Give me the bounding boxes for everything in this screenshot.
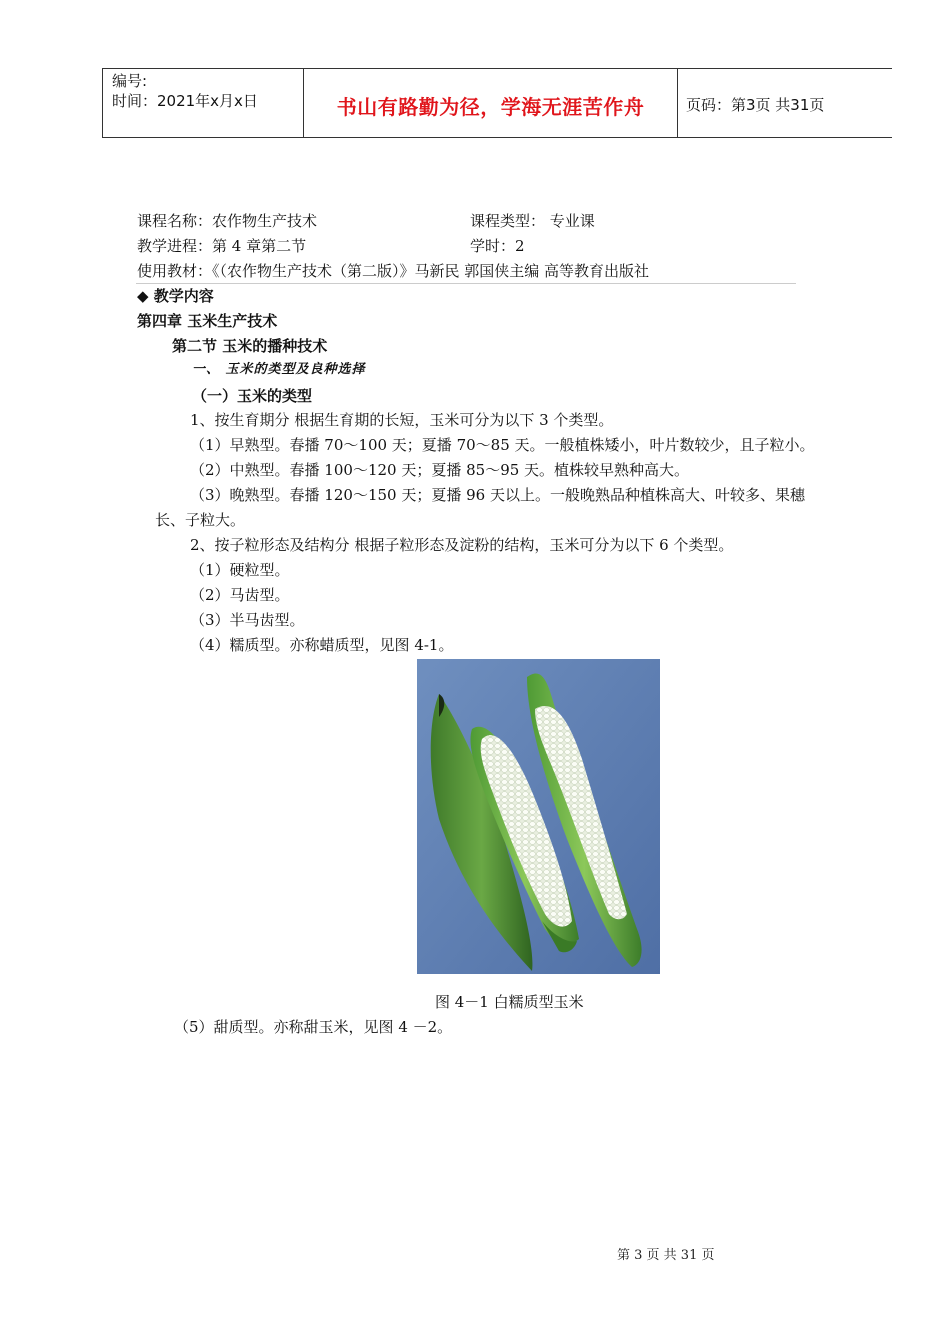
corn-photo <box>417 659 660 974</box>
paragraph: （3）半马齿型。 <box>190 611 305 629</box>
paragraph: （2）中熟型。春播 100～120 天；夏播 85～95 天。植株较早熟种高大。 <box>190 461 690 479</box>
chapter-heading: 第四章 玉米生产技术 <box>137 312 278 330</box>
sub-heading: （一）玉米的类型 <box>192 387 313 405</box>
paragraph: （4）糯质型。亦称蜡质型，见图 4-1。 <box>190 636 454 654</box>
course-progress: 教学进程：第 4 章第二节 <box>137 237 307 255</box>
subsection-heading: 第二节 玉米的播种技术 <box>172 337 328 355</box>
paragraph: （2）马齿型。 <box>190 586 290 604</box>
content-heading: ◆ 教学内容 <box>137 287 214 305</box>
page-footer: 第 3 页 共 31 页 <box>617 1248 715 1263</box>
header-page-info: 页码：第3页 共31页 <box>686 96 825 114</box>
course-type: 课程类型： 专业课 <box>470 212 595 230</box>
paragraph: （5）甜质型。亦称甜玉米，见图 4 －2。 <box>174 1018 453 1036</box>
id-label: 编号: <box>112 72 148 90</box>
paragraph: 2、按子粒形态及结构分 根据子粒形态及淀粉的结构，玉米可分为以下 6 个类型。 <box>190 536 734 554</box>
course-name: 课程名称：农作物生产技术 <box>137 212 318 230</box>
header-meta <box>112 71 258 111</box>
part-heading: 一、 玉米的类型及良种选择 <box>192 362 366 377</box>
paragraph: （1）早熟型。春播 70～100 天；夏播 70～85 天。一般植株矮小，叶片数较少，且子粒小。 <box>190 436 815 454</box>
header-divider <box>677 69 678 137</box>
paragraph: （3）晚熟型。春播 120～150 天；夏播 96 天以上。一般晚熟品种植株高大、叶较多、果穗 <box>190 486 805 504</box>
page-header <box>102 68 892 138</box>
course-hours: 学时：2 <box>470 237 525 255</box>
figure-caption: 图 4－1 白糯质型玉米 <box>435 993 584 1011</box>
header-motto: 书山有路勤为径，学海无涯苦作舟 <box>336 95 645 119</box>
paragraph: 1、按生育期分 根据生育期的长短，玉米可分为以下 3 个类型。 <box>190 411 614 429</box>
paragraph: 长、子粒大。 <box>155 511 246 529</box>
time-label: 时间：2021年x月x日 <box>112 92 258 110</box>
divider-line <box>136 283 796 284</box>
paragraph: （1）硬粒型。 <box>190 561 290 579</box>
header-divider <box>102 69 103 137</box>
course-textbook: 使用教材：《（农作物生产技术（第二版）》马新民 郭国侠主编 高等教育出版社 <box>137 262 650 280</box>
